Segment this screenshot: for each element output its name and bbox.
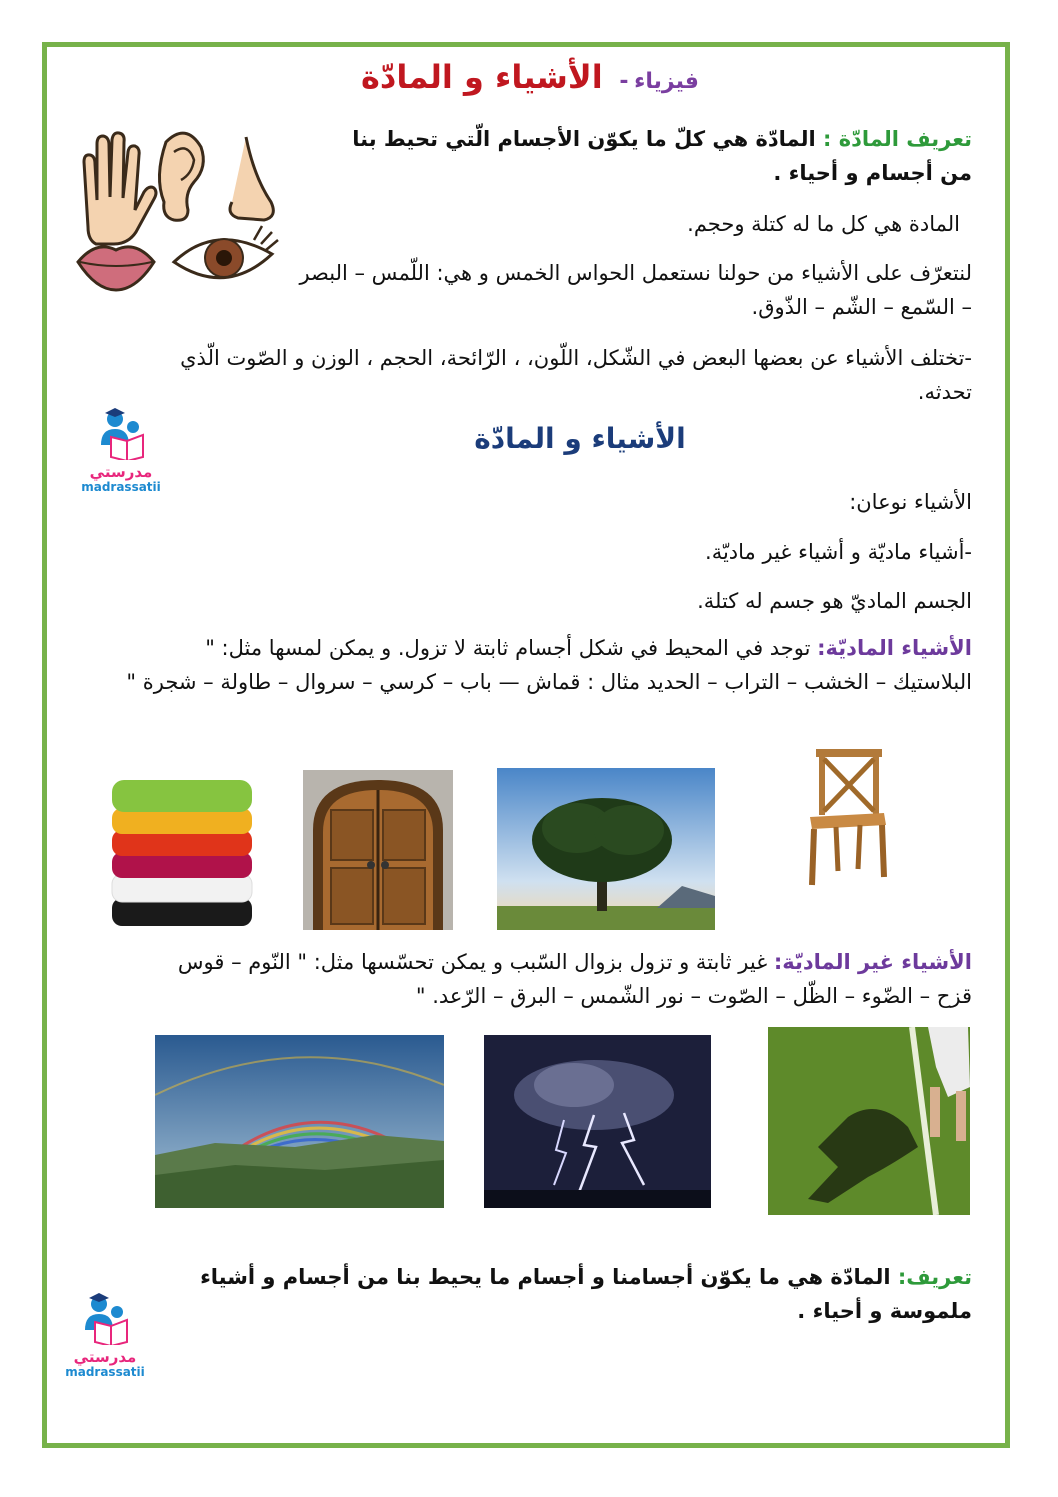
definition2-label: تعريف:: [897, 1265, 972, 1289]
mass-volume-line: المادة هي كل ما له كتلة وحجم.: [687, 212, 960, 236]
immaterial-things-paragraph: [150, 945, 972, 1013]
definition-text: المادّة هي كلّ ما يكوّن الأجسام الّتي تحيط بنا من أجسام و أحياء .: [352, 127, 972, 185]
material-things-label: الأشياء الماديّة:: [817, 636, 972, 660]
logo-arabic: مدرستي: [73, 1348, 137, 1366]
types-intro: الأشياء نوعان:: [849, 490, 972, 514]
logo-arabic: مدرستي: [89, 463, 153, 481]
title-dash: -: [619, 69, 629, 94]
lightning-image: [484, 1035, 711, 1208]
chair-image: [806, 745, 888, 890]
logo-latin: madrassatii: [65, 1365, 145, 1379]
rainbow-image: [155, 1035, 444, 1208]
logo-graphic: [75, 1290, 135, 1345]
logo-latin: madrassatii: [81, 480, 161, 494]
definition2-text: المادّة هي ما يكوّن أجسامنا و أجسام ما يحيط بنا من أجسام و أشياء ملموسة و أحياء .: [200, 1265, 972, 1323]
hand-icon: [84, 133, 156, 244]
main-title: الأشياء و المادّة: [361, 58, 603, 96]
shadow-image: [768, 1027, 970, 1215]
material-body-line: الجسم الماديّ هو جسم له كتلة.: [697, 589, 972, 613]
tree-image: [497, 768, 715, 930]
eye-icon: [174, 226, 278, 278]
immaterial-things-text: غير ثابتة و تزول بزوال السّبب و يمكن تحسّسها مثل: " النّوم – قوس قزح – الضّوء – الظّل – الصّوت – نور الشّمس – البرق – الرّعد. ": [177, 950, 972, 1008]
madrassatii-logo-bottom: [60, 1290, 150, 1379]
material-things-paragraph: [120, 631, 972, 699]
definition2-paragraph: [150, 1260, 972, 1328]
differences-paragraph: -تختلف الأشياء عن بعضها البعض في الشّكل، اللّون، ، الرّائحة، الحجم ، الوزن و الصّوت الّذي تحدثه.: [180, 346, 972, 404]
nose-icon: [230, 137, 273, 220]
material-things-text: توجد في المحيط في شكل أجسام ثابتة لا تزول. و يمكن لمسها مثل: " البلاستيك – الخشب – التراب – الحديد مثال : قماش — باب – كرسي – سروال – طاولة – شجرة ": [126, 636, 972, 694]
section-heading: الأشياء و المادّة: [474, 422, 686, 455]
definition-paragraph: [330, 122, 972, 190]
lips-icon: [78, 247, 154, 290]
subject-label: فيزياء: [634, 69, 699, 94]
madrassatii-logo: [76, 405, 166, 494]
ear-icon: [159, 133, 203, 220]
five-senses-paragraph: لنتعرّف على الأشياء من حولنا نستعمل الحواس الخمس و هي: اللّمس – البصر – السّمع – الشّم – الذّوق.: [299, 261, 972, 319]
wooden-door-image: [303, 770, 453, 930]
definition-label: تعريف المادّة :: [823, 127, 972, 151]
types-kinds: -أشياء ماديّة و أشياء غير ماديّة.: [705, 540, 972, 564]
five-senses-illustration: [66, 122, 284, 297]
page-title: [300, 58, 760, 96]
fabric-stack-image: [104, 770, 259, 930]
immaterial-things-label: الأشياء غير الماديّة:: [773, 950, 972, 974]
logo-graphic: [91, 405, 151, 460]
